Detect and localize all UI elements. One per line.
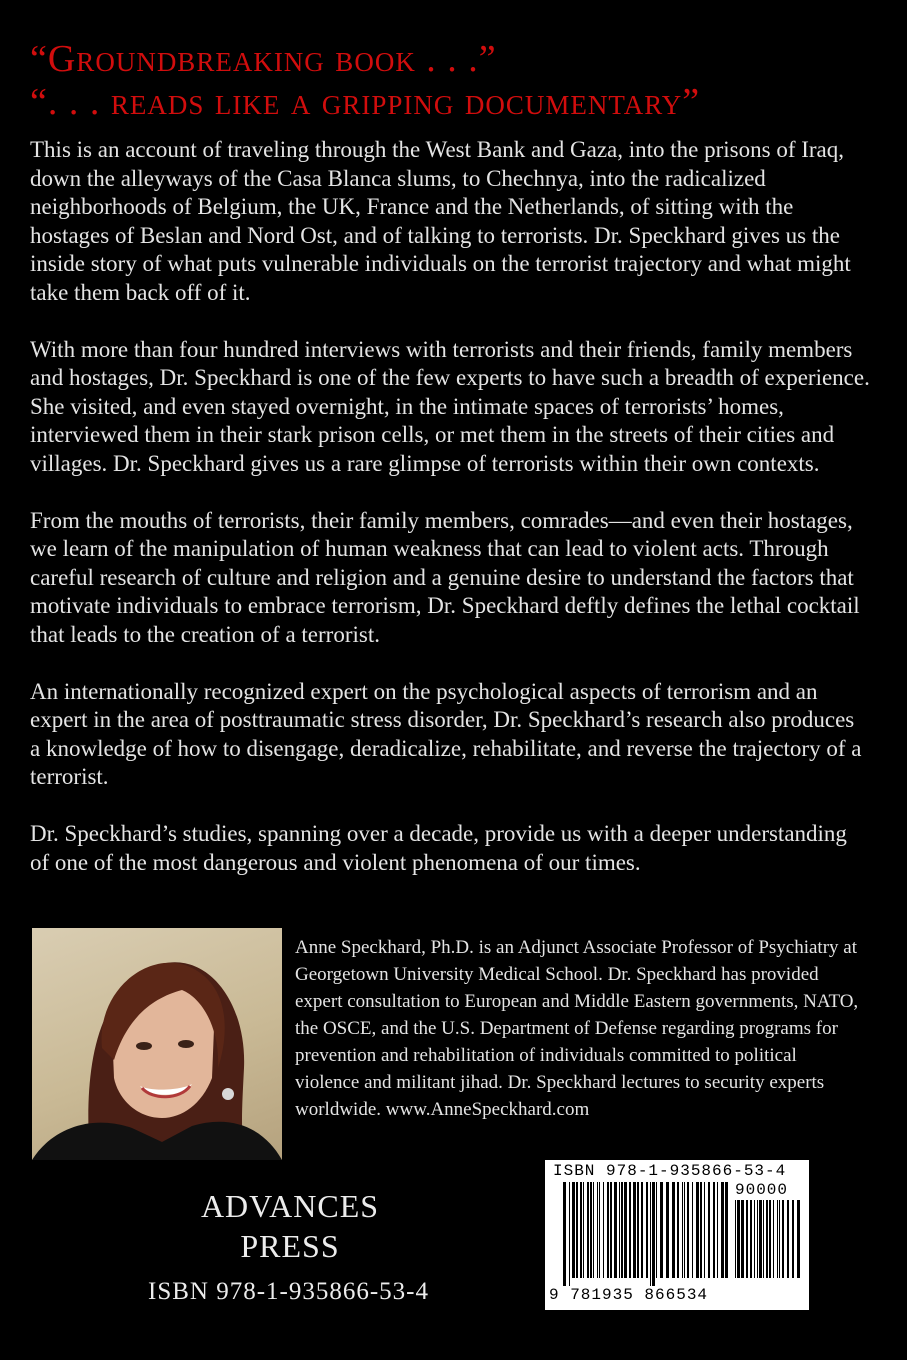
barcode-bar (682, 1182, 683, 1278)
barcode-bar (700, 1182, 702, 1278)
barcode-bar (590, 1182, 592, 1278)
barcode-bar (769, 1200, 771, 1278)
paragraph-5: Dr. Speckhard’s studies, spanning over a decade, provide us with a deeper understanding of one of the most dangerous and violent phenomena of our times. (30, 821, 847, 875)
barcode-bar (576, 1182, 578, 1278)
barcode-bars-main (563, 1182, 731, 1286)
barcode-bar (737, 1200, 740, 1278)
barcode-bar (583, 1182, 584, 1278)
barcode-bar (696, 1182, 699, 1278)
barcode-bar (684, 1182, 685, 1278)
barcode-bar (759, 1200, 762, 1278)
quote-line-2: “. . . reads like a gripping documentary” (30, 81, 701, 123)
barcode-bar (735, 1200, 736, 1278)
barcode (545, 1160, 809, 1310)
barcode-bar (637, 1182, 639, 1278)
barcode-bar (599, 1182, 600, 1278)
author-bio: Anne Speckhard, Ph.D. is an Adjunct Associate Professor of Psychiatry at Georgetown University Medical School. Dr. Speckhard has provided expert consultation to European and Middle Eastern governments, NATO, the OSCE, and the U.S. Department of Defense regarding programs for prevention and rehabilitation of individuals committed to political violence and militant jihad. Dr. Speckhard lectures to security experts worldwide. www.AnneSpeckhard.com (295, 937, 859, 1120)
barcode-bar (713, 1182, 715, 1278)
barcode-bar (677, 1182, 679, 1278)
isbn-label: ISBN 978-1-935866-53-4 (148, 1278, 430, 1305)
barcode-bar (773, 1200, 774, 1278)
barcode-bar (572, 1182, 575, 1278)
paragraph-1: This is an account of traveling through the West Bank and Gaza, into the prisons of Iraq, down the alleyways of the Casa Blanca slums, to Chechnya, into the radicalized neighborhoods of Belgium, the UK, France and the Netherlands, of sitting with the hostages of Beslan and Nord Ost, and of talking to terrorists. Dr. Speckhard gives us the inside story of what puts vulnerable individuals on the terrorist trajectory and what might take them back off of it. (30, 137, 851, 305)
barcode-bar (593, 1182, 594, 1278)
barcode-bar (708, 1182, 710, 1278)
barcode-bar (650, 1182, 651, 1286)
barcode-bar (754, 1200, 755, 1278)
barcode-bar (766, 1200, 768, 1278)
paragraph-3: From the mouths of terrorists, their family members, comrades—and even their hostages, we learn of the manipulation of human weakness that can lead to violent acts. Through careful research of culture and religion and a genuine desire to understand the factors that motivate individuals to embrace terrorism, Dr. Speckhard deftly defines the lethal cocktail that leads to the creation of a terrorist. (30, 507, 860, 647)
barcode-bar (624, 1182, 627, 1278)
barcode-bar (597, 1182, 598, 1278)
barcode-bar (782, 1200, 784, 1278)
barcode-bar (746, 1200, 748, 1278)
barcode-bar (692, 1182, 693, 1278)
barcode-bar (607, 1182, 609, 1278)
paragraph-2: With more than four hundred interviews with terrorists and their friends, family members and hostages, Dr. Speckhard is one of the few experts to have such a breadth of experience. She visited, and even stayed overnight, in the intimate spaces of terrorists’ homes, interviewed them in their stark prison cells, or met them in the streets of their cities and villages. Dr. Speckhard gives us a rare glimpse of terrorists within their own contexts. (30, 336, 870, 476)
barcode-bar (757, 1200, 758, 1278)
barcode-bars-addon (735, 1200, 801, 1286)
barcode-bar (656, 1182, 657, 1278)
author-portrait-illustration (32, 928, 282, 1160)
author-photo (32, 928, 282, 1160)
barcode-bar (672, 1182, 675, 1278)
review-quotes (30, 38, 890, 124)
barcode-bar (641, 1182, 643, 1278)
barcode-bar (750, 1200, 752, 1278)
barcode-bar (563, 1182, 566, 1286)
barcode-bar (797, 1200, 800, 1278)
barcode-bar (619, 1182, 620, 1278)
barcode-bar (580, 1182, 582, 1278)
publisher-logo (150, 1186, 430, 1266)
barcode-bar (717, 1182, 718, 1278)
barcode-bar (646, 1182, 648, 1278)
barcode-bar (787, 1200, 789, 1278)
barcode-bar (704, 1182, 705, 1278)
paragraph-4: An internationally recognized expert on the psychological aspects of terrorism and an expert in the area of posttraumatic stress disorder, Dr. Speckhard’s research also produces a knowledge of how to disengage, deradicalize, rehabilitate, and reverse the trajectory of a terrorist. (30, 678, 862, 789)
barcode-bar (763, 1200, 764, 1278)
barcode-bar (777, 1200, 778, 1278)
barcode-bar (569, 1182, 570, 1286)
barcode-bar (660, 1182, 663, 1278)
barcode-bar (614, 1182, 617, 1278)
barcode-isbn-text: ISBN 978-1-935866-53-4 (553, 1162, 787, 1180)
barcode-bar (621, 1182, 623, 1278)
barcode-bar (587, 1182, 589, 1278)
barcode-bar (721, 1182, 724, 1278)
barcode-bar (603, 1182, 604, 1278)
barcode-bar (652, 1182, 655, 1286)
barcode-bar (687, 1182, 689, 1278)
barcode-bar (629, 1182, 631, 1278)
barcode-price-code: 90000 (735, 1181, 789, 1199)
publisher-line-1: ADVANCES (200, 1188, 380, 1224)
barcode-bar (741, 1200, 744, 1278)
barcode-bar (666, 1182, 669, 1278)
description-text (30, 136, 870, 906)
barcode-bar (610, 1182, 612, 1278)
quote-line-1: “Groundbreaking book . . .” (30, 38, 497, 80)
barcode-bar (792, 1200, 794, 1278)
barcode-bar (725, 1182, 728, 1278)
publisher-line-2: PRESS (240, 1228, 340, 1264)
barcode-bar (633, 1182, 636, 1278)
barcode-bar (779, 1200, 780, 1278)
barcode-number-text: 9 781935 866534 (549, 1286, 709, 1304)
